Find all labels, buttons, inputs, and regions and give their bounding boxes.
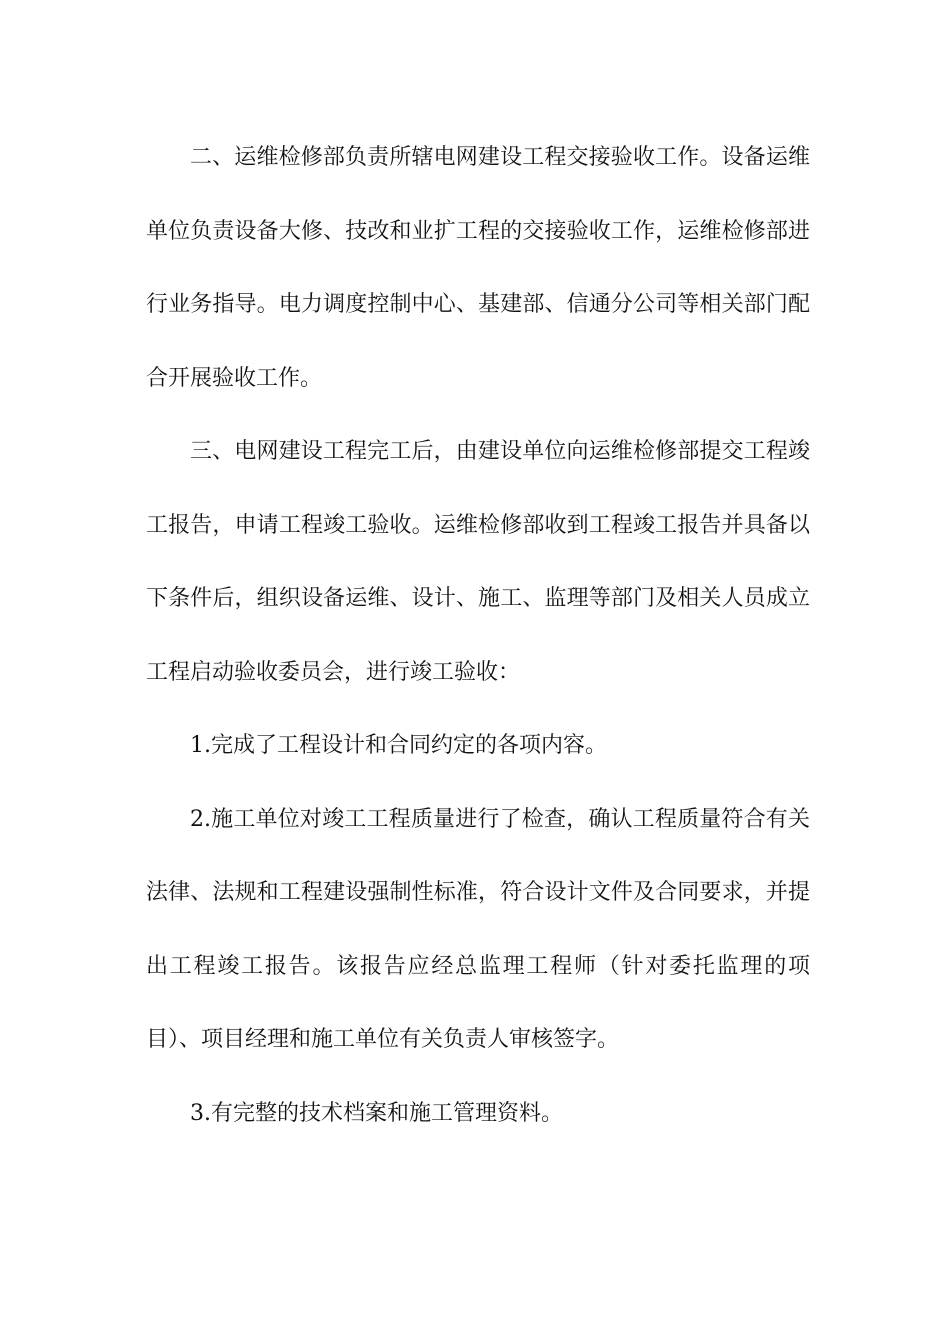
list-item-condition-3: 3.有完整的技术档案和施工管理资料。 (190, 1100, 563, 1126)
paragraph-section-2: 二、运维检修部负责所辖电网建设工程交接验收工作。设备运维单位负责设备大修、技改和业扩工程的交接验收工作，运维检修部进行业务指导。电力调度控制中心、基建部、信通分公司等相关部门配合开展验收工作。 (146, 145, 810, 391)
list-item-condition-2: 2.施工单位对竣工工程质量进行了检查，确认工程质量符合有关法律、法规和工程建设强制性标准，符合设计文件及合同要求，并提出工程竣工报告。该报告应经总监理工程师（针对委托监理的项目）、项目经理和施工单位有关负责人审核签字。 (146, 806, 810, 1052)
document-body (146, 121, 810, 1150)
paragraph-section-3: 三、电网建设工程完工后，由建设单位向运维检修部提交工程竣工报告，申请工程竣工验收。运维检修部收到工程竣工报告并具备以下条件后，组织设备运维、设计、施工、监理等部门及相关人员成立工程启动验收委员会，进行竣工验收： (146, 439, 810, 685)
list-item-condition-1: 1.完成了工程设计和合同约定的各项内容。 (190, 733, 607, 758)
